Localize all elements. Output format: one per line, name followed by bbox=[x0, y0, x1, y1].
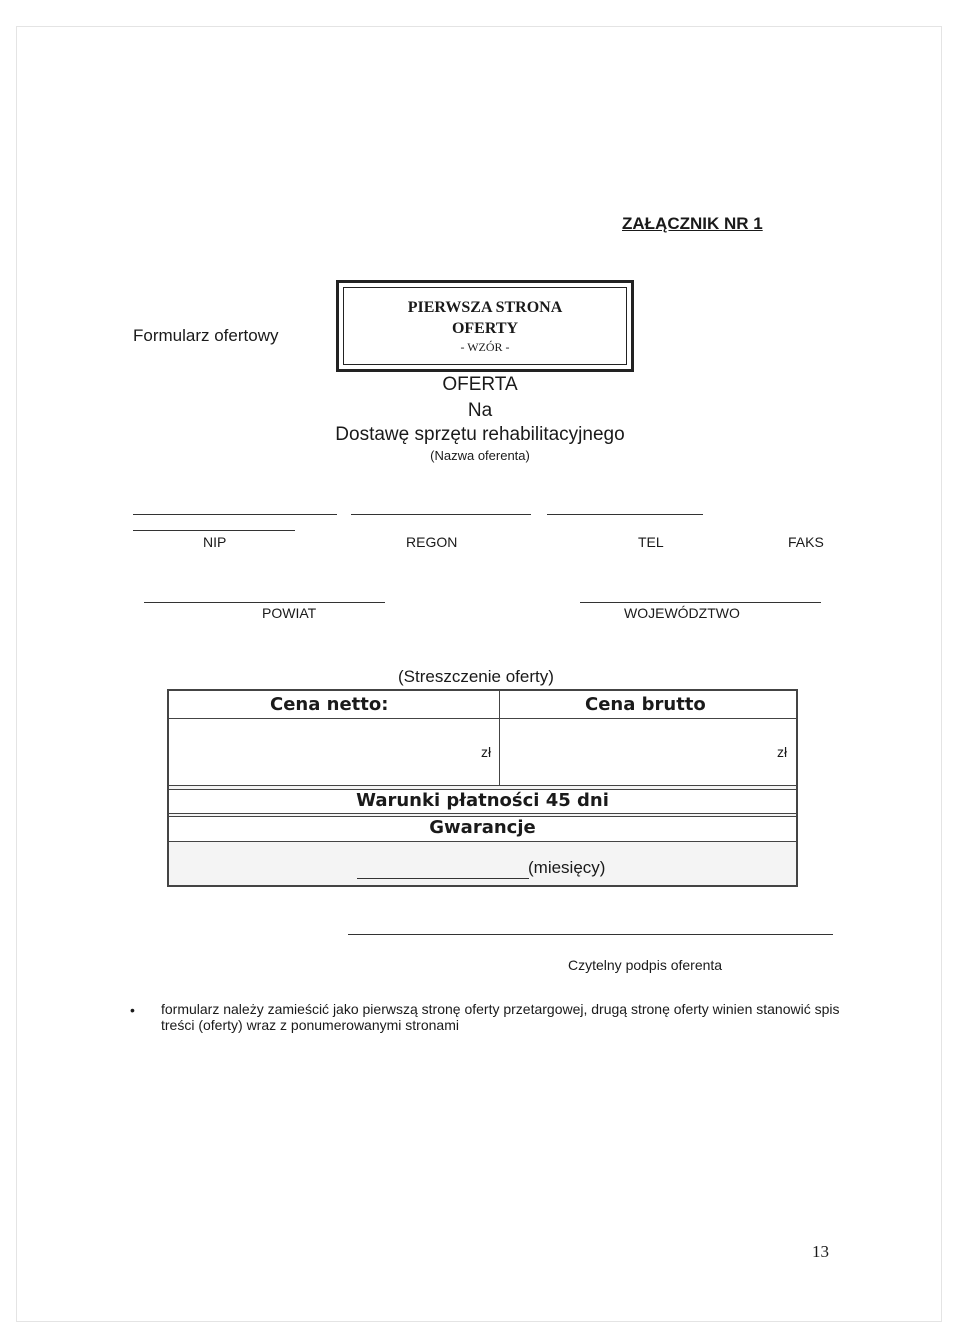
payment-terms: Warunki płatności 45 dni bbox=[356, 790, 609, 811]
faks-label: FAKS bbox=[788, 534, 824, 550]
warranty-label: Gwarancje bbox=[429, 817, 536, 838]
tel-label: TEL bbox=[638, 534, 664, 550]
note-text: formularz należy zamieścić jako pierwszą stronę oferty przetargowej, drugą stronę oferty winien stanowić spis treści (oferty) wraz z ponumerowanymi stronami bbox=[161, 1001, 840, 1033]
offer-na: Na bbox=[467, 400, 493, 421]
powiat-label: POWIAT bbox=[262, 605, 317, 621]
offer-subject: Dostawę sprzętu rehabilitacyjnego bbox=[335, 424, 625, 445]
page-number: 13 bbox=[812, 1242, 829, 1261]
months-label: (miesięcy) bbox=[528, 858, 606, 877]
field-line-1 bbox=[133, 514, 337, 515]
nip-label: NIP bbox=[203, 534, 227, 550]
offer-heading: OFERTA bbox=[442, 374, 518, 395]
attachment-title: ZAŁĄCZNIK NR 1 bbox=[622, 214, 763, 233]
wojewodztwo-label: WOJEWÓDZTWO bbox=[624, 605, 740, 621]
field-line-4 bbox=[133, 530, 295, 531]
wojewodztwo-line bbox=[580, 602, 821, 603]
field-line-2 bbox=[351, 514, 531, 515]
first-page-box-inner bbox=[343, 287, 627, 365]
first-page-template: - WZÓR - bbox=[460, 340, 510, 354]
field-line-3 bbox=[547, 514, 703, 515]
first-page-box bbox=[336, 280, 634, 372]
regon-label: REGON bbox=[406, 534, 458, 550]
gross-price-header: Cena brutto bbox=[585, 694, 706, 715]
gross-currency: zł bbox=[777, 744, 788, 760]
bidder-name-note: (Nazwa oferenta) bbox=[430, 448, 530, 463]
summary-table bbox=[167, 689, 798, 887]
signature-label: Czytelny podpis oferenta bbox=[568, 957, 723, 973]
powiat-line bbox=[144, 602, 385, 603]
summary-label: (Streszczenie oferty) bbox=[398, 667, 554, 686]
first-page-title: PIERWSZA STRONA bbox=[407, 299, 563, 316]
first-page-offers: OFERTY bbox=[451, 320, 519, 337]
net-currency: zł bbox=[481, 744, 492, 760]
note-bullet: • bbox=[130, 1002, 135, 1018]
form-label: Formularz ofertowy bbox=[133, 326, 279, 345]
signature-line bbox=[348, 934, 833, 935]
column-divider bbox=[499, 691, 500, 786]
net-price-header: Cena netto: bbox=[270, 694, 389, 715]
warranty-months-line bbox=[357, 878, 529, 879]
